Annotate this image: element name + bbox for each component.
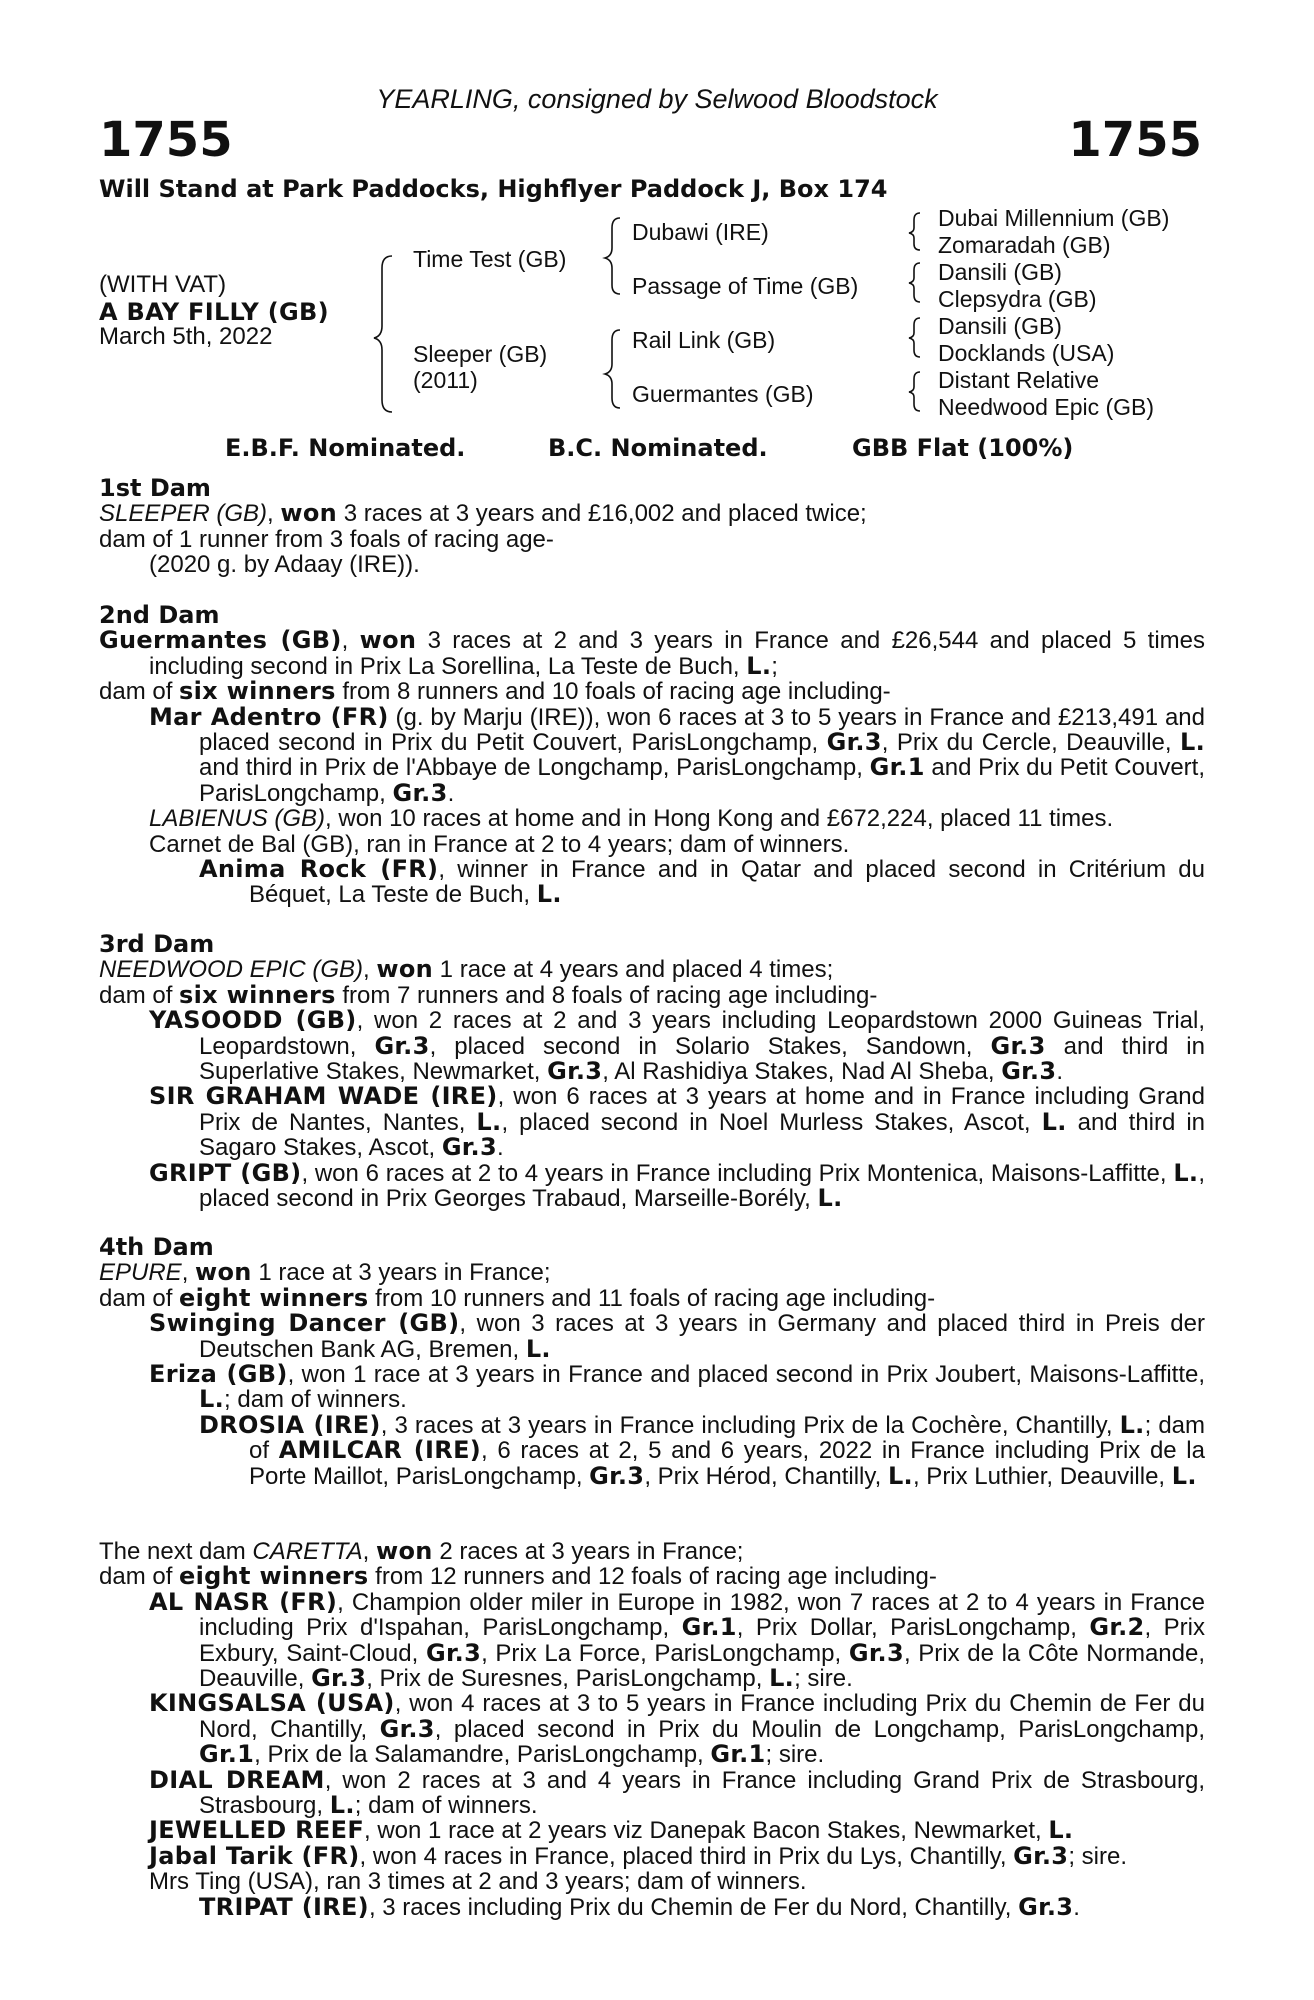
dam-sire: Rail Link (GB) xyxy=(632,327,776,353)
produce-entry: (2020 g. by Adaay (IRE)). xyxy=(149,551,420,579)
winners-count: six winners xyxy=(179,980,336,1009)
produce-entry: Carnet de Bal (GB), ran in France at 2 to 4 years; dam of winners. xyxy=(149,830,850,858)
ggp-6: Docklands (USA) xyxy=(938,340,1115,366)
grade-label: Gr.3 xyxy=(990,1031,1046,1060)
listed-label: L. xyxy=(525,1334,551,1363)
won-label: won xyxy=(280,499,338,528)
horse-name: DROSIA (IRE) xyxy=(199,1410,381,1439)
ggp-2: Zomaradah (GB) xyxy=(938,232,1111,258)
dam-name: SLEEPER (GB) xyxy=(99,500,268,528)
listed-label: L. xyxy=(476,1107,502,1136)
horse-name: Swinging Dancer (GB) xyxy=(149,1309,460,1338)
horse-name: TRIPAT (IRE) xyxy=(199,1892,369,1921)
grade-label: Gr.3 xyxy=(392,778,448,807)
grade-label: Gr.3 xyxy=(826,728,882,757)
grade-label: Gr.2 xyxy=(1089,1613,1145,1642)
produce-entry: JEWELLED REEF, won 1 race at 2 years viz Danepak Bacon Stakes, Newmarket, L. xyxy=(149,1816,1074,1845)
grade-label: Gr.3 xyxy=(547,1057,603,1086)
dam-name: Guermantes (GB) xyxy=(99,626,342,655)
listed-label: L. xyxy=(817,1184,843,1213)
produce-entry: DIAL DREAM, won 2 races at 3 and 4 years in France including Grand Prix de Strasbourg, Strasbourg, L.; dam of winners. xyxy=(149,1765,1205,1820)
produce-entry: Eriza (GB), won 1 race at 3 years in France and placed second in Prix Joubert, Maisons-Laffitte, L.; dam of winners. xyxy=(149,1360,1206,1414)
produce-entry: Jabal Tarik (FR), won 4 races in France, placed third in Prix du Lys, Chantilly, Gr.3; sire. xyxy=(149,1841,1127,1870)
horse-name: AL NASR (FR) xyxy=(149,1587,338,1616)
grade-label: Gr.3 xyxy=(848,1638,904,1667)
sire-dam: Passage of Time (GB) xyxy=(632,273,859,299)
section-2nd-dam: 2nd Dam Guermantes (GB), won 3 races at 2 and 3 years in France and £26,544 and placed 5 times including second in Prix La Sorellina, La Teste de Buch, L.; dam of six winners from 8 runners and 10 foals of racing age including- Mar Adentro (FR) (g. by Marju (IRE)), won 6 races at 3 to 5 years in France and £213,491 and placed second in Prix du Petit Couvert, ParisLongchamp, Gr.3, Prix du Cercle, Deauville, L. and third in Prix de l'Abbaye de Longchamp, ParisLongchamp, Gr.1 and Prix du Petit Couvert, ParisLongchamp, Gr.3. LABIENUS (GB), won 10 races at home and in Hong Kong and £672,224, placed 11 times. Carnet de Bal (GB), ran in France at 2 to 4 years; dam of winners. Anima Rock (FR), winner in France and in Qatar and placed second in Critérium du Béquet, La Teste de Buch, L. xyxy=(99,601,1205,909)
section-1st-dam: 1st Dam SLEEPER (GB), won 3 races at 3 years and £16,002 and placed twice; dam of 1 runner from 3 foals of racing age- (2020 g. by Adaay (IRE)). xyxy=(99,476,1205,578)
listed-label: L. xyxy=(746,651,772,680)
listed-label: L. xyxy=(887,1461,913,1490)
produce-entry: SIR GRAHAM WADE (IRE), won 6 races at 3 years at home and in France including Grand Prix de Nantes, Nantes, L., placed second in Noel Murless Stakes, Ascot, L. and third in Sagaro Stakes, Ascot, Gr.3. xyxy=(149,1082,1206,1162)
ggp-4: Clepsydra (GB) xyxy=(938,286,1097,312)
produce-entry: Mar Adentro (FR) (g. by Marju (IRE)), won 6 races at 3 to 5 years in France and £213,491 and placed second in Prix du Petit Couvert, ParisLongchamp, Gr.3, Prix du Cercle, Deauville, L. and third in Prix de l'Abbaye de Longchamp, ParisLongchamp, Gr.1 and Prix du Petit Couvert, ParisLongchamp, Gr.3. xyxy=(149,702,1205,807)
dam-name: CARETTA xyxy=(252,1538,363,1565)
horse-name: YASOODD (GB) xyxy=(149,1006,357,1035)
produce-entry: LABIENUS (GB), won 10 races at home and in Hong Kong and £672,224, placed 11 times. xyxy=(149,805,1114,833)
section-heading: 4th Dam xyxy=(99,1233,214,1261)
listed-label: L. xyxy=(769,1664,795,1693)
grade-label: Gr.1 xyxy=(681,1613,737,1642)
listed-label: L. xyxy=(1048,1816,1074,1845)
horse-name: GRIPT (GB) xyxy=(149,1158,302,1187)
winners-count: eight winners xyxy=(179,1562,369,1591)
section-heading: 2nd Dam xyxy=(99,601,220,629)
dam-of: dam of xyxy=(99,678,180,706)
won-label: won xyxy=(195,1258,252,1287)
dam-name: Sleeper (GB) xyxy=(413,341,548,367)
horse-dob: March 5th, 2022 xyxy=(99,323,273,350)
horse-name: Eriza (GB) xyxy=(149,1360,288,1389)
section-heading: 1st Dam xyxy=(99,474,211,502)
horse-name: DIAL DREAM xyxy=(149,1765,325,1794)
sire-sire: Dubawi (IRE) xyxy=(632,219,769,245)
produce-entry: GRIPT (GB), won 6 races at 2 to 4 years in France including Prix Montenica, Maisons-Laffitte, L., placed second in Prix Georges Trabaud, Marseille-Borély, L. xyxy=(149,1158,1205,1213)
horse-name: Mar Adentro (FR) xyxy=(149,702,389,731)
horse-name: SIR GRAHAM WADE (IRE) xyxy=(149,1082,498,1111)
grade-label: Gr.3 xyxy=(425,1638,482,1667)
produce-entry: Anima Rock (FR), winner in France and in Qatar and placed second in Critérium du Béquet, La Teste de Buch, L. xyxy=(199,855,1205,909)
dam-year: (2011) xyxy=(413,367,478,393)
produce-entry: AL NASR (FR), Champion older miler in Europe in 1982, won 7 races at 2 to 4 years in France including Prix d'Ispahan, ParisLongchamp, Gr.1, Prix Dollar, ParisLongchamp, Gr.2, Prix Exbury, Saint-Cloud, Gr.3, Prix La Force, ParisLongchamp, Gr.3, Prix de la Côte Normande, Deauville, Gr.3, Prix de Suresnes, ParisLongchamp, L.; sire. xyxy=(149,1587,1205,1693)
ggp-1: Dubai Millennium (GB) xyxy=(938,205,1170,231)
section-next-dam: The next dam CARETTA, won 2 races at 3 years in France; dam of eight winners from 12 runners and 12 foals of racing age including- AL NASR (FR), Champion older miler in Europe in 1982, won 7 races at 2 to 4 years in France including Prix d'Ispahan, ParisLongchamp, Gr.1, Prix Dollar, ParisLongchamp, Gr.2, Prix Exbury, Saint-Cloud, Gr.3, Prix La Force, ParisLongchamp, Gr.3, Prix de la Côte Normande, Deauville, Gr.3, Prix de Suresnes, ParisLongchamp, L.; sire. KINGSALSA (USA), won 4 races at 3 to 5 years in France including Prix du Chemin de Fer du Nord, Chantilly, Gr.3, placed second in Prix du Moulin de Longchamp, ParisLongchamp, Gr.1, Prix de la Salamandre, ParisLongchamp, Gr.1; sire. DIAL DREAM, won 2 races at 3 and 4 years in France including Grand Prix de Strasbourg, Strasbourg, L.; dam of winners. JEWELLED REEF, won 1 race at 2 years viz Danepak Bacon Stakes, Newmarket, L. Jabal Tarik (FR), won 4 races in France, placed third in Prix du Lys, Chantilly, Gr.3; sire. Mrs Ting (USA), ran 3 times at 2 and 3 years; dam of winners. TRIPAT (IRE), 3 races including Prix du Chemin de Fer du Nord, Chantilly, Gr.3. xyxy=(99,1537,1206,1921)
dam-record: 1 race at 4 years and placed 4 times; xyxy=(433,956,834,984)
dam-name: EPURE xyxy=(99,1259,182,1287)
horse-name: LABIENUS (GB) xyxy=(149,805,326,833)
winners-count: six winners xyxy=(179,677,336,706)
grade-label: Gr.3 xyxy=(441,1133,497,1162)
won-label: won xyxy=(376,1537,433,1565)
grade-label: Gr.3 xyxy=(589,1461,645,1490)
vat-label: (WITH VAT) xyxy=(99,271,227,298)
grade-label: Gr.3 xyxy=(379,1714,435,1743)
section-3rd-dam: 3rd Dam NEEDWOOD EPIC (GB), won 1 race at 4 years and placed 4 times; dam of six winners from 7 runners and 8 foals of racing age including- YASOODD (GB), won 2 races at 2 and 3 years including Leopardstown 2000 Guineas Trial, Leopardstown, Gr.3, placed second in Solario Stakes, Sandown, Gr.3 and third in Superlative Stakes, Newmarket, Gr.3, Al Rashidiya Stakes, Nad Al Sheba, Gr.3. SIR GRAHAM WADE (IRE), won 6 races at 3 years at home and in France including Grand Prix de Nantes, Nantes, L., placed second in Noel Murless Stakes, Ascot, L. and third in Sagaro Stakes, Ascot, Gr.3. GRIPT (GB), won 6 races at 2 to 4 years in France including Prix Montenica, Maisons-Laffitte, L., placed second in Prix Georges Trabaud, Marseille-Borély, L. xyxy=(99,930,1206,1213)
listed-label: L. xyxy=(1179,728,1205,757)
grade-label: Gr.3 xyxy=(1013,1841,1069,1870)
grade-label: Gr.3 xyxy=(1001,1057,1057,1086)
dam-dam: Guermantes (GB) xyxy=(632,381,814,407)
dam-record: 1 race at 3 years in France; xyxy=(251,1259,551,1287)
produce-entry: TRIPAT (IRE), 3 races including Prix du Chemin de Fer du Nord, Chantilly, Gr.3. xyxy=(199,1892,1080,1921)
produce-entry: KINGSALSA (USA), won 4 races at 3 to 5 years in France including Prix du Chemin de Fer du Nord, Chantilly, Gr.3, placed second in Prix du Moulin de Longchamp, ParisLongchamp, Gr.1, Prix de la Salamandre, ParisLongchamp, Gr.1; sire. xyxy=(149,1689,1206,1769)
dam-record: 3 races at 2 and 3 years in France and £26,544 and placed 5 times including second in Prix La Sorellina, La Teste de Buch, xyxy=(149,627,1205,680)
punct: ; xyxy=(771,652,778,680)
ggp-5: Dansili (GB) xyxy=(938,313,1062,339)
horse-name: AMILCAR (IRE) xyxy=(278,1436,482,1465)
listed-label: L. xyxy=(329,1791,355,1820)
grade-label: Gr.3 xyxy=(374,1031,430,1060)
lot-number-right: 1755 xyxy=(1068,112,1202,168)
section-heading: 3rd Dam xyxy=(99,930,215,958)
gbb-flat: GBB Flat (100%) xyxy=(852,434,1074,462)
produce-entry: Swinging Dancer (GB), won 3 races at 3 years in Germany and placed third in Preis der Deutschen Bank AG, Bremen, L. xyxy=(149,1309,1205,1363)
listed-label: L. xyxy=(536,880,562,909)
produce-entry: Mrs Ting (USA), ran 3 times at 2 and 3 years; dam of winners. xyxy=(149,1868,807,1896)
lot-number-left: 1755 xyxy=(99,112,233,168)
horse-name: JEWELLED REEF xyxy=(149,1816,365,1845)
horse-name: Jabal Tarik (FR) xyxy=(149,1841,360,1870)
catalogue-header: YEARLING, consigned by Selwood Bloodstock xyxy=(376,84,938,114)
horse-name: Anima Rock (FR) xyxy=(199,855,439,884)
listed-label: L. xyxy=(199,1385,225,1414)
grade-label: Gr.3 xyxy=(311,1664,367,1693)
horse-name: A BAY FILLY (GB) xyxy=(99,298,329,326)
won-label: won xyxy=(359,626,417,655)
section-4th-dam: 4th Dam EPURE, won 1 race at 3 years in France; dam of eight winners from 10 runners and 11 foals of racing age including- Swinging Dancer (GB), won 3 races at 3 years in Germany and placed third in Preis der Deutschen Bank AG, Bremen, L. Eriza (GB), won 1 race at 3 years in France and placed second in Prix Joubert, Maisons-Laffitte, L.; dam of winners. DROSIA (IRE), 3 races at 3 years in France including Prix de la Cochère, Chantilly, L.; dam of AMILCAR (IRE), 6 races at 2, 5 and 6 years, 2022 in France including Prix de la Porte Maillot, ParisLongchamp, Gr.3, Prix Hérod, Chantilly, L., Prix Luthier, Deauville, L. xyxy=(99,1233,1206,1490)
produce-entry: YASOODD (GB), won 2 races at 2 and 3 years including Leopardstown 2000 Guineas Trial, Leopardstown, Gr.3, placed second in Solario Stakes, Sandown, Gr.3 and third in Superlative Stakes, Newmarket, Gr.3, Al Rashidiya Stakes, Nad Al Sheba, Gr.3. xyxy=(149,1006,1205,1086)
horse-name: KINGSALSA (USA) xyxy=(149,1689,395,1718)
dam-produce-summary: dam of 1 runner from 3 foals of racing age- xyxy=(99,525,554,553)
ggp-3: Dansili (GB) xyxy=(938,259,1062,285)
dam-record: 2 races at 3 years in France; xyxy=(432,1538,744,1565)
listed-label: L. xyxy=(1171,1461,1197,1490)
bc-nomination: B.C. Nominated. xyxy=(548,434,768,462)
sire-name: Time Test (GB) xyxy=(413,246,567,272)
listed-label: L. xyxy=(1119,1410,1145,1439)
listed-label: L. xyxy=(1041,1107,1067,1136)
dam-record: 3 races at 3 years and £16,002 and placed twice; xyxy=(337,500,867,528)
stand-location: Will Stand at Park Paddocks, Highflyer Paddock J, Box 174 xyxy=(99,175,888,203)
grade-label: Gr.1 xyxy=(710,1740,766,1769)
grade-label: Gr.3 xyxy=(1018,1892,1074,1921)
grade-label: Gr.1 xyxy=(199,1740,255,1769)
won-label: won xyxy=(376,955,434,984)
ebf-nomination: E.B.F. Nominated. xyxy=(225,434,466,462)
listed-label: L. xyxy=(1173,1158,1199,1187)
ggp-7: Distant Relative xyxy=(938,367,1100,393)
grade-label: Gr.1 xyxy=(869,753,925,782)
produce-entry: DROSIA (IRE), 3 races at 3 years in France including Prix de la Cochère, Chantilly, L.; dam of AMILCAR (IRE), 6 races at 2, 5 and 6 years, 2022 in France including Prix de la Porte Maillot, ParisLongchamp, Gr.3, Prix Hérod, Chantilly, L., Prix Luthier, Deauville, L. xyxy=(199,1410,1206,1490)
dam-name: NEEDWOOD EPIC (GB) xyxy=(99,956,364,984)
produce-summary: from 8 runners and 10 foals of racing age including- xyxy=(335,678,891,706)
ggp-8: Needwood Epic (GB) xyxy=(938,394,1155,420)
winners-count: eight winners xyxy=(179,1283,369,1312)
